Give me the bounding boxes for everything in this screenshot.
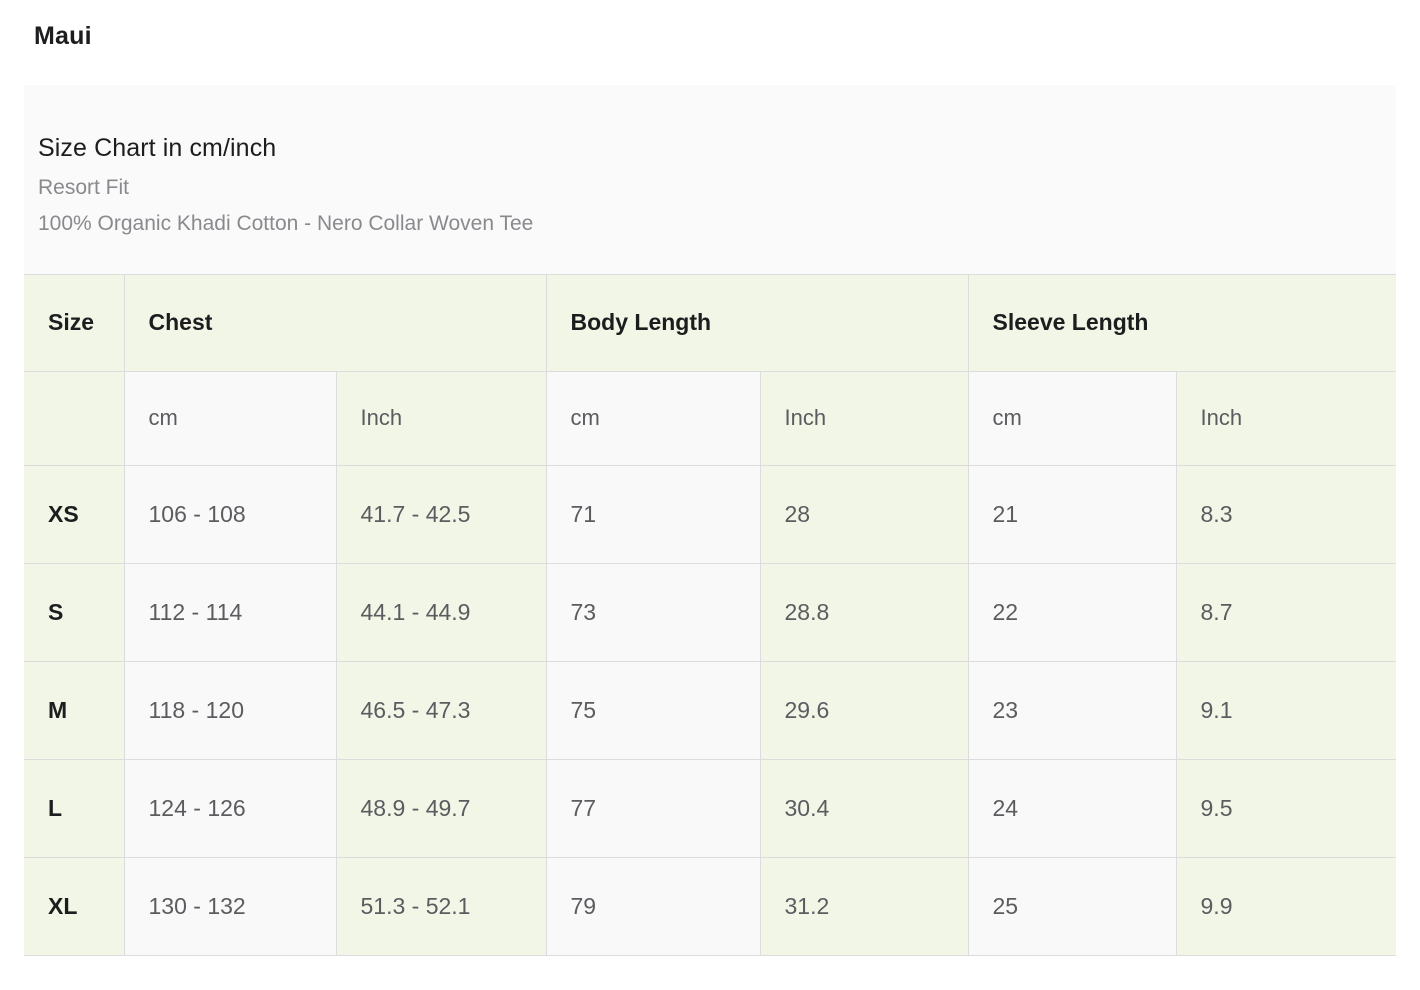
cell-body-cm: 75 bbox=[546, 661, 760, 759]
cell-sleeve-inch: 9.9 bbox=[1176, 857, 1396, 955]
cell-chest-inch: 44.1 - 44.9 bbox=[336, 563, 546, 661]
cell-sleeve-inch: 9.1 bbox=[1176, 661, 1396, 759]
cell-sleeve-cm: 23 bbox=[968, 661, 1176, 759]
material-label: 100% Organic Khadi Cotton - Nero Collar Woven Tee bbox=[38, 212, 534, 236]
table-row bbox=[24, 661, 1396, 759]
cell-body-cm: 73 bbox=[546, 563, 760, 661]
cell-sleeve-inch: 9.5 bbox=[1176, 759, 1396, 857]
cell-sleeve-cm: 22 bbox=[968, 563, 1176, 661]
column-header-body-length: Body Length bbox=[546, 274, 968, 371]
table-unit-row bbox=[24, 371, 1396, 465]
cell-chest-cm: 112 - 114 bbox=[124, 563, 336, 661]
cell-size: M bbox=[24, 661, 124, 759]
table-row bbox=[24, 563, 1396, 661]
column-header-sleeve-length: Sleeve Length bbox=[968, 274, 1396, 371]
cell-sleeve-cm: 21 bbox=[968, 465, 1176, 563]
size-chart-title: Size Chart in cm/inch bbox=[38, 134, 277, 162]
cell-chest-cm: 130 - 132 bbox=[124, 857, 336, 955]
cell-chest-cm: 118 - 120 bbox=[124, 661, 336, 759]
fit-label: Resort Fit bbox=[38, 176, 130, 199]
cell-size: XS bbox=[24, 465, 124, 563]
cell-chest-cm: 106 - 108 bbox=[124, 465, 336, 563]
cell-body-inch: 31.2 bbox=[760, 857, 968, 955]
size-chart-header bbox=[24, 85, 1396, 274]
cell-size: L bbox=[24, 759, 124, 857]
size-chart-table bbox=[24, 274, 1396, 956]
cell-size: XL bbox=[24, 857, 124, 955]
cell-sleeve-cm: 25 bbox=[968, 857, 1176, 955]
column-header-chest: Chest bbox=[124, 274, 546, 371]
cell-chest-inch: 41.7 - 42.5 bbox=[336, 465, 546, 563]
unit-cell-sleeve-cm: cm bbox=[968, 371, 1176, 465]
cell-body-inch: 28 bbox=[760, 465, 968, 563]
table-row bbox=[24, 465, 1396, 563]
table-group-header-row bbox=[24, 274, 1396, 371]
unit-cell-sleeve-inch: Inch bbox=[1176, 371, 1396, 465]
unit-cell-body-inch: Inch bbox=[760, 371, 968, 465]
cell-size: S bbox=[24, 563, 124, 661]
unit-cell-blank bbox=[24, 371, 124, 465]
unit-cell-chest-cm: cm bbox=[124, 371, 336, 465]
table-row bbox=[24, 857, 1396, 955]
page-title: Maui bbox=[34, 22, 92, 50]
column-header-size: Size bbox=[24, 274, 124, 371]
cell-body-cm: 79 bbox=[546, 857, 760, 955]
cell-body-inch: 30.4 bbox=[760, 759, 968, 857]
size-chart-panel bbox=[24, 85, 1396, 956]
cell-body-inch: 29.6 bbox=[760, 661, 968, 759]
cell-sleeve-inch: 8.3 bbox=[1176, 465, 1396, 563]
cell-chest-inch: 51.3 - 52.1 bbox=[336, 857, 546, 955]
cell-body-cm: 71 bbox=[546, 465, 760, 563]
table-row bbox=[24, 759, 1396, 857]
cell-chest-cm: 124 - 126 bbox=[124, 759, 336, 857]
cell-body-cm: 77 bbox=[546, 759, 760, 857]
cell-chest-inch: 46.5 - 47.3 bbox=[336, 661, 546, 759]
unit-cell-body-cm: cm bbox=[546, 371, 760, 465]
cell-chest-inch: 48.9 - 49.7 bbox=[336, 759, 546, 857]
cell-body-inch: 28.8 bbox=[760, 563, 968, 661]
cell-sleeve-cm: 24 bbox=[968, 759, 1176, 857]
unit-cell-chest-inch: Inch bbox=[336, 371, 546, 465]
cell-sleeve-inch: 8.7 bbox=[1176, 563, 1396, 661]
